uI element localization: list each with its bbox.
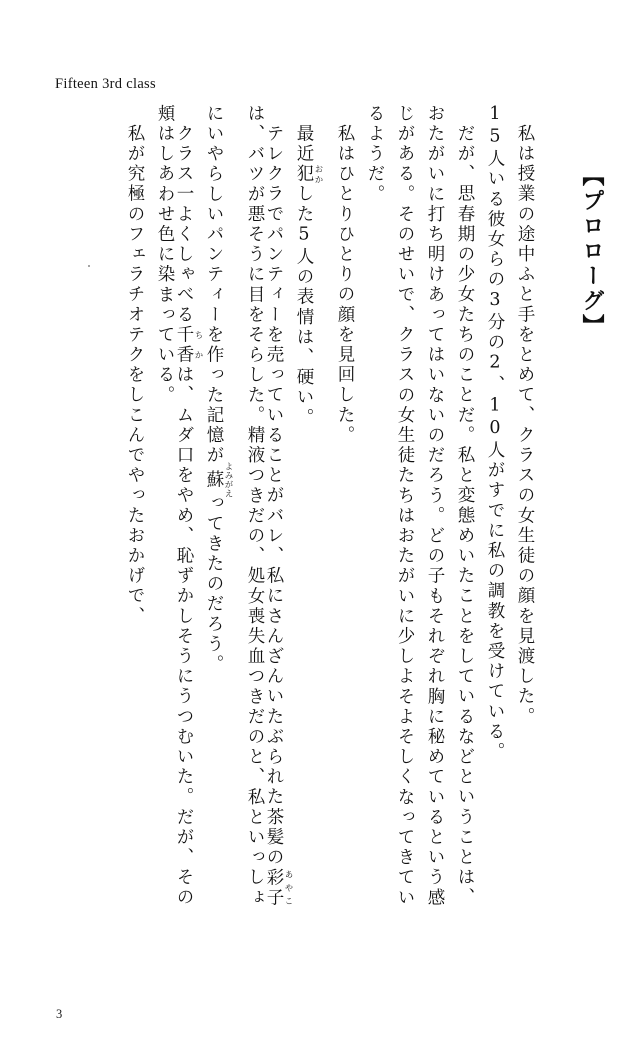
- text-column: じがある。そのせいで、クラスの女生徒たちはおたがいに少しよそよそしくなってきてい: [395, 104, 415, 908]
- text-column: テレクラでパンティーを売っていることがバレ、私にさんざんいたぶられた茶髪の彩子 あやこ: [264, 124, 293, 908]
- text-column: 私は授業の途中ふと手をとめて、クラスの女生徒の顔を見渡した。: [515, 124, 535, 727]
- page-number: 3: [56, 1007, 63, 1021]
- vertical-text-block: [44, 104, 603, 1004]
- text-column: 15人いる彼女らの3分の2、10人がすでに私の調教を受けている。: [485, 104, 505, 763]
- text-column: にいやらしいパンティーを作った記憶が蘇 よみがえってきたのだろう。: [204, 104, 233, 675]
- column-gap: [533, 104, 559, 984]
- text-column: 頬はしあわせ色に染まっている。: [155, 104, 175, 406]
- text-column: るようだ。: [365, 104, 385, 205]
- text-column: クラス一よくしゃべる千香 ちかは、ムダ口をやめ、恥ずかしそうにうつむいた。だが、その: [174, 124, 203, 908]
- chapter-heading: 【プロローグ】: [579, 164, 605, 339]
- running-head: Fifteen 3rd class: [55, 76, 156, 92]
- text-column: 私はひとりひとりの顔を見回した。: [335, 124, 355, 446]
- text-column: 最近犯 おかした5人の表情は、硬い。: [294, 124, 323, 429]
- text-column: おたがいに打ち明けあってはいないのだろう。どの子もそれぞれ胸に秘めているという感: [425, 104, 445, 908]
- text-column: は、バツが悪そうに目をそらした。精液つきだの、処女喪失血つきだのと、私といっしょ: [245, 104, 265, 908]
- text-column: 私が究極のフェラチオテクをしこんでやったおかげで、: [125, 124, 145, 627]
- text-column: だが、思春期の少女たちのことだ。私と変態めいたことをしているなどということは、: [455, 124, 475, 908]
